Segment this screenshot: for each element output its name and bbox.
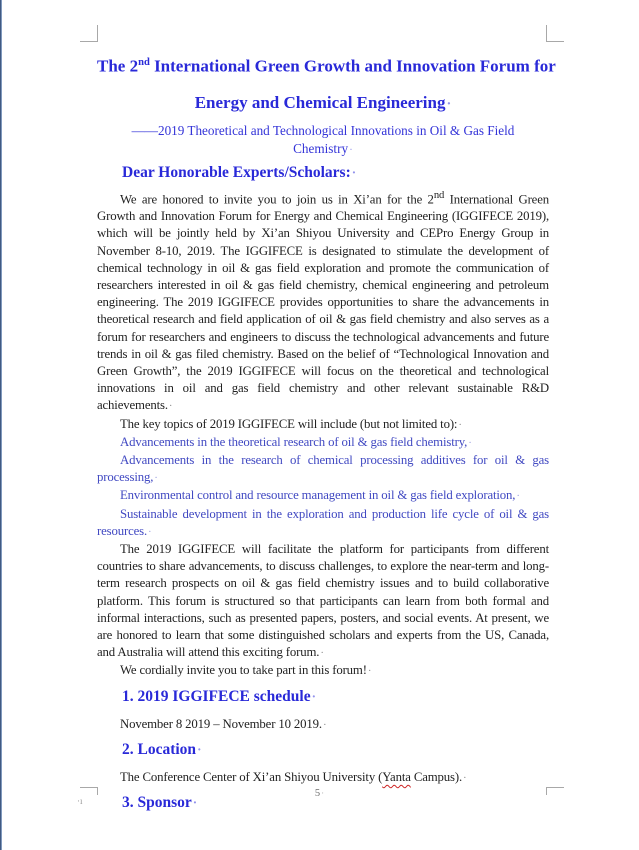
topic-item: Sustainable development in the exploration and production life cycle of oil & gas resources. · bbox=[97, 506, 549, 541]
section-heading-schedule: 1. 2019 IGGIFECE schedule · bbox=[122, 687, 549, 707]
window-left-edge bbox=[0, 0, 3, 850]
document-subtitle bbox=[97, 122, 549, 159]
section-heading-sponsor: 3. Sponsor · bbox=[122, 793, 549, 813]
margin-crop-mark-top-left bbox=[80, 25, 98, 42]
salutation-heading: Dear Honorable Experts/Scholars: · bbox=[122, 162, 549, 183]
document-title bbox=[97, 45, 556, 122]
topic-item: Advancements in the theoretical research of oil & gas field chemistry, · bbox=[97, 434, 549, 452]
section-heading-location: 2. Location · bbox=[122, 740, 549, 760]
page-number: 5 · bbox=[0, 787, 639, 800]
paragraph-closing: We cordially invite you to take part in this forum! · bbox=[97, 662, 549, 680]
paragraph-key-topics-intro: The key topics of 2019 IGGIFECE will include (but not limited to): · bbox=[97, 416, 549, 434]
spellcheck-flagged-word: Yanta bbox=[382, 769, 411, 784]
document-subtitle-line1: ——2019 Theoretical and Technological Innovations in Oil & Gas Field bbox=[131, 122, 515, 138]
document-title-line2: Energy and Chemical Engineering · bbox=[97, 85, 549, 122]
paragraph-invitation: We are honored to invite you to join us in Xi’an for the 2nd International Green Growth and Innovation Forum for Energy and Chemical Engineering (IGGIFECE 2019), which will be jointly held by Xi’an Shiyou University and CEPro Energy Group in November 8-10, 2019. The IGGIFECE is designated to stimulate the development of chemical technology in oil & gas field exploration and promote the communication of researchers interested in oil & gas field chemistry, chemical engineering and petroleum engineering. The 2019 IGGIFECE provides opportunities to share the advancements in theoretical research and field application of oil & gas field chemistry and also serves as a forum for researchers and engineers to discuss the technological advancements and future trends in oil & gas filed chemistry. Based on the belief of “Technological Innovation and Green Growth”, the 2019 IGGIFECE will focus on the theoretical and technological innovations in oil and gas field chemistry and other relevant sustainable R&D achievements. · bbox=[97, 187, 549, 416]
section-body-location: The Conference Center of Xi’an Shiyou University (Yanta Campus). · bbox=[120, 769, 549, 787]
footer-paragraph-mark bbox=[77, 797, 83, 806]
topic-item: Environmental control and resource management in oil & gas field exploration, · bbox=[97, 487, 549, 505]
body-superscript: nd bbox=[433, 189, 445, 201]
title-superscript: nd bbox=[138, 57, 150, 68]
margin-crop-mark-top-right bbox=[546, 25, 564, 42]
document-subtitle-line2: Chemistry · bbox=[97, 140, 549, 159]
letter-content bbox=[97, 45, 556, 822]
document-title-line1: The 2nd International Green Growth and Innovation Forum for bbox=[97, 56, 556, 76]
paragraph-facilitate: The 2019 IGGIFECE will facilitate the platform for participants from different countries to share advancements, to discuss challenges, to explore the near-term and long-term research prospects on oil & gas field chemistry issues and to build collaborative platform. This forum is structured so that participants can learn from both formal and informal interactions, such as presented papers, posters, and social events. At present, we are honored to learn that some distinguished scholars and experts from the US, Canada, and Australia will attend this exciting forum. · bbox=[97, 541, 549, 662]
section-body-schedule: November 8 2019 – November 10 2019. · bbox=[120, 716, 549, 734]
topic-item: Advancements in the research of chemical processing additives for oil & gas processing, · bbox=[97, 452, 549, 487]
